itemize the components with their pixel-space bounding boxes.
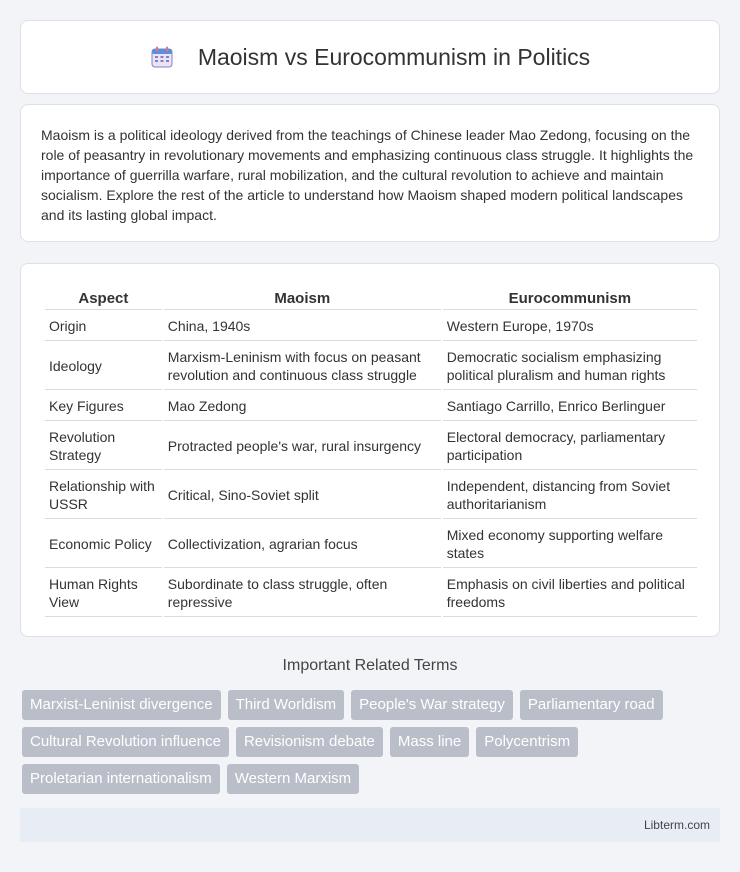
table-cell: Subordinate to class struggle, often repressive	[164, 570, 441, 617]
table-cell: Critical, Sino-Soviet split	[164, 472, 441, 519]
related-term-tag[interactable]: People's War strategy	[351, 690, 513, 720]
related-term-tag[interactable]: Proletarian internationalism	[22, 764, 220, 794]
table-cell: Key Figures	[45, 392, 162, 421]
comparison-table	[43, 284, 699, 619]
column-header-maoism: Maoism	[164, 286, 441, 310]
related-term-tag[interactable]: Third Worldism	[228, 690, 345, 720]
table-cell: Santiago Carrillo, Enrico Berlinguer	[443, 392, 697, 421]
intro-card	[20, 104, 720, 242]
table-cell: Human Rights View	[45, 570, 162, 617]
header-card	[20, 20, 720, 94]
table-header-row	[45, 286, 697, 310]
table-cell: Democratic socialism emphasizing political pluralism and human rights	[443, 343, 697, 390]
table-cell: Emphasis on civil liberties and political freedoms	[443, 570, 697, 617]
table-cell: Relationship with USSR	[45, 472, 162, 519]
related-term-tag[interactable]: Mass line	[390, 727, 469, 757]
footer	[20, 808, 720, 842]
related-term-tag[interactable]: Western Marxism	[227, 764, 359, 794]
page-title: Maoism vs Eurocommunism in Politics	[197, 43, 591, 70]
column-header-eurocommunism: Eurocommunism	[443, 286, 697, 310]
comparison-card	[20, 263, 720, 637]
table-row	[45, 392, 697, 421]
related-terms-title: Important Related Terms	[282, 657, 458, 674]
table-cell: Economic Policy	[45, 521, 162, 568]
table-cell: Mixed economy supporting welfare states	[443, 521, 697, 568]
related-term-tag[interactable]: Cultural Revolution influence	[22, 727, 229, 757]
column-header-aspect: Aspect	[45, 286, 162, 310]
table-cell: Protracted people's war, rural insurgency	[164, 423, 441, 470]
table-row	[45, 472, 697, 519]
related-term-tag[interactable]: Revisionism debate	[236, 727, 383, 757]
calendar-icon	[150, 45, 174, 69]
related-term-tag[interactable]: Marxist-Leninist divergence	[22, 690, 221, 720]
table-cell: Western Europe, 1970s	[443, 312, 697, 341]
related-term-tag[interactable]: Polycentrism	[476, 727, 578, 757]
table-row	[45, 570, 697, 617]
table-row	[45, 423, 697, 470]
table-cell: Independent, distancing from Soviet authoritarianism	[443, 472, 697, 519]
table-cell: Mao Zedong	[164, 392, 441, 421]
table-row	[45, 521, 697, 568]
table-cell: Ideology	[45, 343, 162, 390]
table-cell: Collectivization, agrarian focus	[164, 521, 441, 568]
intro-text: Maoism is a political ideology derived from the teachings of Chinese leader Mao Zedong, focusing on the role of peasantry in revolutionary movements and emphasizing continuous class struggle. It highlights the importance of guerrilla warfare, rural mobilization, and the cultural revolution to achieve and maintain socialism. Explore the rest of the article to understand how Maoism shaped modern political landscapes and its lasting global impact.	[41, 127, 694, 223]
table-cell: Marxism-Leninism with focus on peasant revolution and continuous class struggle	[164, 343, 441, 390]
table-cell: China, 1940s	[164, 312, 441, 341]
table-cell: Electoral democracy, parliamentary participation	[443, 423, 697, 470]
footer-site-link[interactable]: Libterm.com	[643, 818, 710, 832]
table-row	[45, 343, 697, 390]
table-cell: Revolution Strategy	[45, 423, 162, 470]
table-cell: Origin	[45, 312, 162, 341]
related-term-tag[interactable]: Parliamentary road	[520, 690, 663, 720]
related-terms-list	[22, 690, 722, 801]
table-row	[45, 312, 697, 341]
